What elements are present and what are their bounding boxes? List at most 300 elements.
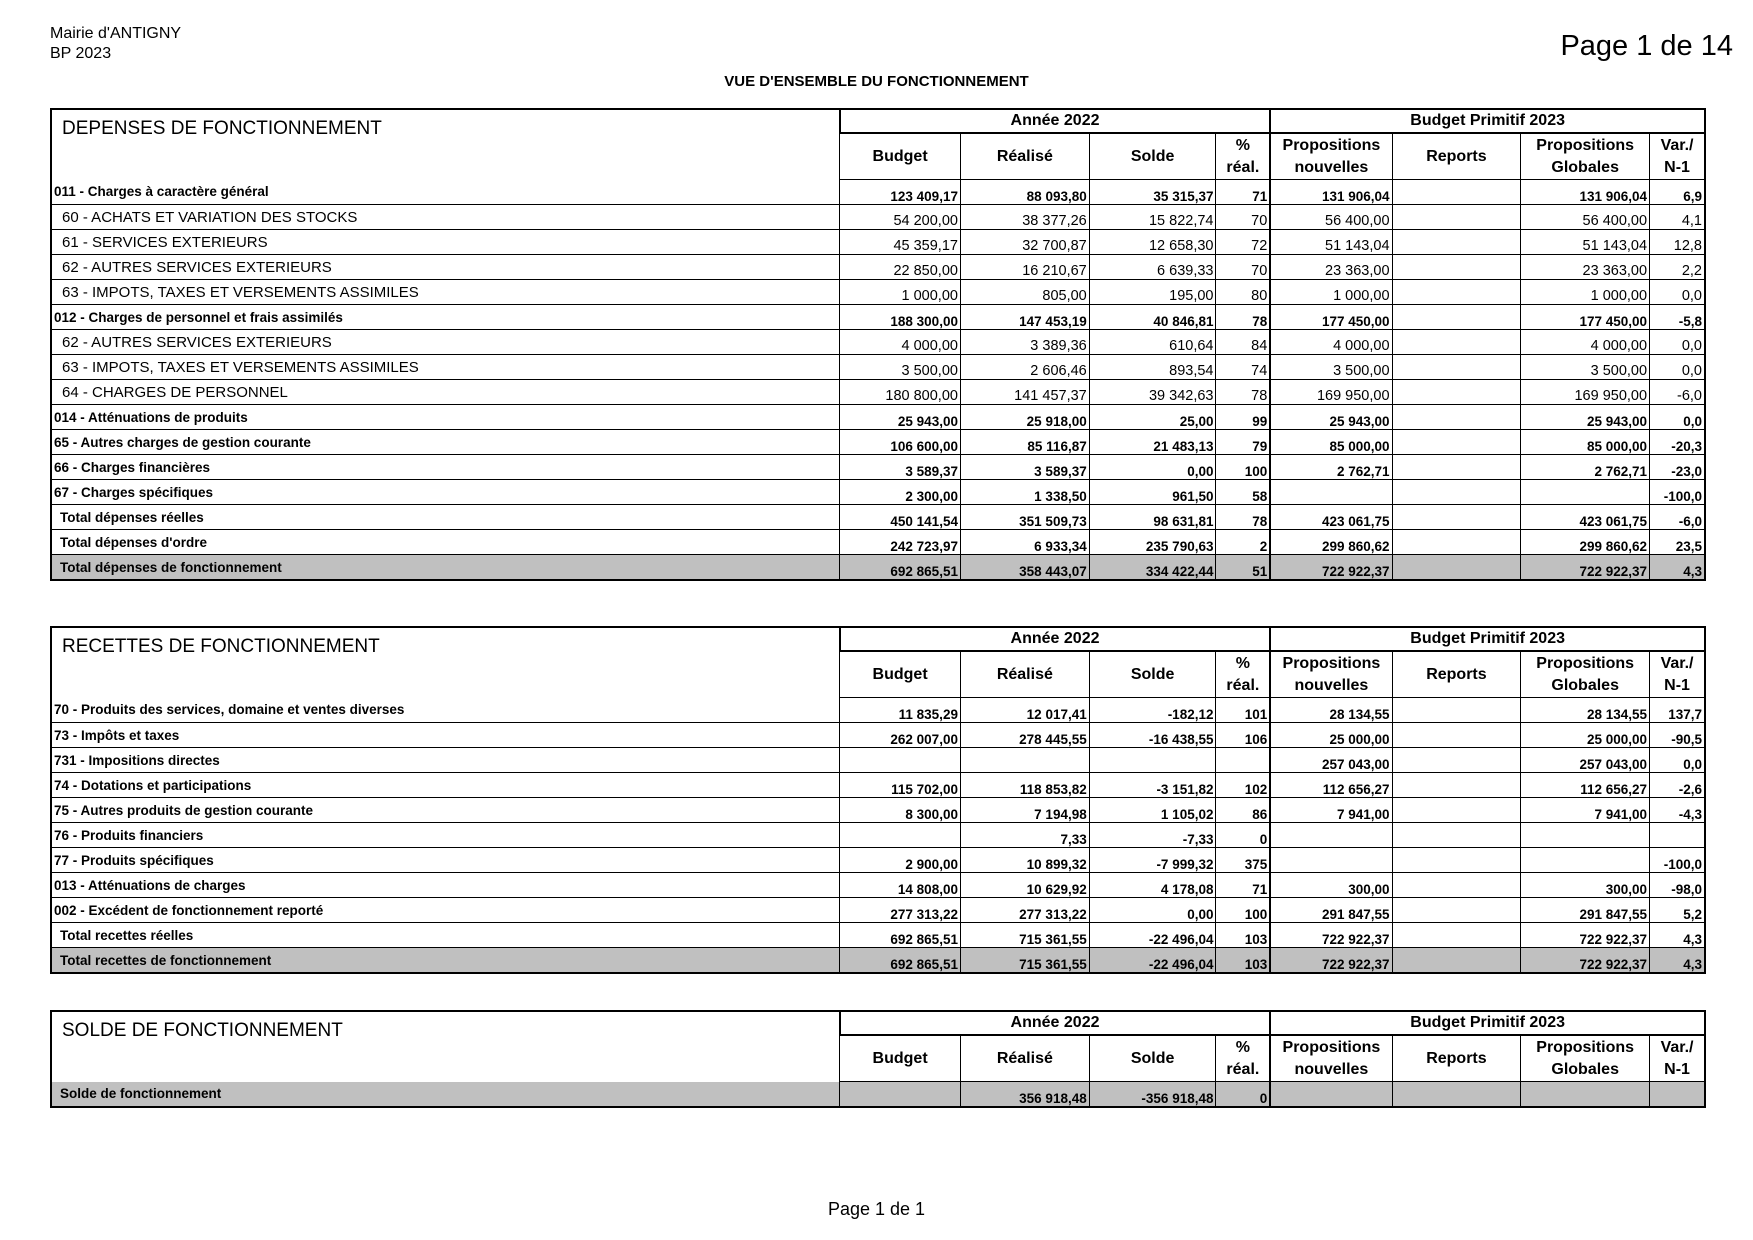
cell-reports — [1392, 455, 1521, 480]
cell-var: -20,3 — [1650, 430, 1705, 455]
cell-prop_nouv: 257 043,00 — [1270, 748, 1392, 773]
cell-prop_nouv: 300,00 — [1270, 873, 1392, 898]
cell-prop_nouv — [1270, 480, 1392, 505]
table-row — [51, 430, 1705, 455]
cell-prop_glob: 177 450,00 — [1521, 305, 1650, 330]
cell-prop_nouv: 28 134,55 — [1270, 698, 1392, 723]
cell-reports — [1392, 330, 1521, 355]
column-header-var: Var./ N-1 — [1650, 133, 1705, 180]
cell-budget: 22 850,00 — [840, 255, 961, 280]
cell-reports — [1392, 505, 1521, 530]
cell-prop_nouv: 7 941,00 — [1270, 798, 1392, 823]
table-row — [51, 255, 1705, 280]
cell-pct: 71 — [1216, 873, 1270, 898]
cell-pct: 0 — [1216, 823, 1270, 848]
section-title: RECETTES DE FONCTIONNEMENT — [51, 627, 840, 698]
page-number: Page 1 de 14 — [1560, 30, 1733, 62]
cell-prop_nouv — [1270, 848, 1392, 873]
doc-name: BP 2023 — [50, 45, 112, 62]
cell-var: -100,0 — [1650, 480, 1705, 505]
cell-solde: 4 178,08 — [1089, 873, 1216, 898]
cell-reports — [1392, 205, 1521, 230]
cell-pct: 74 — [1216, 355, 1270, 380]
cell-prop_nouv: 291 847,55 — [1270, 898, 1392, 923]
table-row — [51, 180, 1705, 205]
cell-solde: 21 483,13 — [1089, 430, 1216, 455]
table-row — [51, 873, 1705, 898]
cell-solde: 35 315,37 — [1089, 180, 1216, 205]
cell-pct: 99 — [1216, 405, 1270, 430]
cell-prop_nouv: 1 000,00 — [1270, 280, 1392, 305]
row-label: 61 - SERVICES EXTERIEURS — [51, 230, 840, 255]
cell-pct: 375 — [1216, 848, 1270, 873]
cell-pct — [1216, 748, 1270, 773]
cell-var: -5,8 — [1650, 305, 1705, 330]
row-label: 014 - Atténuations de produits — [51, 405, 840, 430]
cell-realise: 277 313,22 — [960, 898, 1089, 923]
cell-var — [1650, 823, 1705, 848]
cell-solde: 98 631,81 — [1089, 505, 1216, 530]
cell-reports — [1392, 480, 1521, 505]
cell-prop_glob — [1521, 823, 1650, 848]
cell-solde: 15 822,74 — [1089, 205, 1216, 230]
cell-reports — [1392, 255, 1521, 280]
cell-reports — [1392, 923, 1521, 948]
cell-realise: 351 509,73 — [960, 505, 1089, 530]
cell-realise: 10 629,92 — [960, 873, 1089, 898]
row-label: 75 - Autres produits de gestion courante — [51, 798, 840, 823]
row-label: 73 - Impôts et taxes — [51, 723, 840, 748]
cell-var — [1650, 1082, 1705, 1108]
cell-realise: 7 194,98 — [960, 798, 1089, 823]
cell-pct: 80 — [1216, 280, 1270, 305]
cell-prop_glob: 3 500,00 — [1521, 355, 1650, 380]
column-header-reports: Reports — [1392, 651, 1521, 698]
column-header-budget: Budget — [840, 1035, 961, 1082]
row-label: 011 - Charges à caractère général — [51, 180, 840, 205]
column-header-var: Var./ N-1 — [1650, 1035, 1705, 1082]
cell-prop_nouv: 56 400,00 — [1270, 205, 1392, 230]
cell-prop_nouv: 2 762,71 — [1270, 455, 1392, 480]
table-row — [51, 305, 1705, 330]
cell-budget: 277 313,22 — [840, 898, 961, 923]
cell-pct: 2 — [1216, 530, 1270, 555]
cell-var: 4,1 — [1650, 205, 1705, 230]
table-row — [51, 205, 1705, 230]
section-title: DEPENSES DE FONCTIONNEMENT — [51, 109, 840, 180]
cell-solde: 25,00 — [1089, 405, 1216, 430]
column-header-prop_glob: Propositions Globales — [1521, 1035, 1650, 1082]
cell-realise: 3 589,37 — [960, 455, 1089, 480]
cell-budget: 11 835,29 — [840, 698, 961, 723]
cell-pct: 101 — [1216, 698, 1270, 723]
cell-var: 5,2 — [1650, 898, 1705, 923]
cell-realise: 715 361,55 — [960, 948, 1089, 974]
cell-var: 0,0 — [1650, 748, 1705, 773]
cell-prop_nouv — [1270, 823, 1392, 848]
table-row — [51, 280, 1705, 305]
cell-var: 4,3 — [1650, 948, 1705, 974]
cell-pct: 70 — [1216, 255, 1270, 280]
column-header-realise: Réalisé — [960, 133, 1089, 180]
cell-pct: 100 — [1216, 898, 1270, 923]
table-row — [51, 698, 1705, 723]
column-header-solde: Solde — [1089, 651, 1216, 698]
column-header-realise: Réalisé — [960, 651, 1089, 698]
group-header-bp: Budget Primitif 2023 — [1270, 109, 1705, 133]
cell-prop_nouv: 722 922,37 — [1270, 555, 1392, 581]
column-header-pct: % réal. — [1216, 651, 1270, 698]
cell-prop_glob: 131 906,04 — [1521, 180, 1650, 205]
cell-reports — [1392, 873, 1521, 898]
table-row — [51, 455, 1705, 480]
cell-var: -2,6 — [1650, 773, 1705, 798]
cell-prop_nouv: 4 000,00 — [1270, 330, 1392, 355]
cell-reports — [1392, 1082, 1521, 1108]
cell-prop_glob: 51 143,04 — [1521, 230, 1650, 255]
column-header-realise: Réalisé — [960, 1035, 1089, 1082]
cell-solde: -16 438,55 — [1089, 723, 1216, 748]
cell-budget: 45 359,17 — [840, 230, 961, 255]
cell-prop_glob: 257 043,00 — [1521, 748, 1650, 773]
cell-prop_nouv: 23 363,00 — [1270, 255, 1392, 280]
row-label: 77 - Produits spécifiques — [51, 848, 840, 873]
cell-solde — [1089, 748, 1216, 773]
cell-reports — [1392, 280, 1521, 305]
cell-reports — [1392, 530, 1521, 555]
cell-realise: 16 210,67 — [960, 255, 1089, 280]
cell-prop_nouv: 25 943,00 — [1270, 405, 1392, 430]
cell-prop_nouv: 85 000,00 — [1270, 430, 1392, 455]
cell-var: -100,0 — [1650, 848, 1705, 873]
cell-budget: 2 900,00 — [840, 848, 961, 873]
table-row — [51, 330, 1705, 355]
table-row — [51, 480, 1705, 505]
cell-realise: 7,33 — [960, 823, 1089, 848]
cell-realise: 278 445,55 — [960, 723, 1089, 748]
table-row — [51, 355, 1705, 380]
cell-solde: -7 999,32 — [1089, 848, 1216, 873]
cell-reports — [1392, 180, 1521, 205]
section-title: SOLDE DE FONCTIONNEMENT — [51, 1011, 840, 1082]
table-row — [51, 505, 1705, 530]
cell-budget: 54 200,00 — [840, 205, 961, 230]
recettes-table — [50, 626, 1706, 974]
cell-realise: 805,00 — [960, 280, 1089, 305]
column-header-pct: % réal. — [1216, 133, 1270, 180]
cell-var: 4,3 — [1650, 555, 1705, 581]
column-header-solde: Solde — [1089, 1035, 1216, 1082]
row-label: 012 - Charges de personnel et frais assimilés — [51, 305, 840, 330]
cell-pct: 72 — [1216, 230, 1270, 255]
cell-prop_nouv: 423 061,75 — [1270, 505, 1392, 530]
table-row — [51, 530, 1705, 555]
cell-reports — [1392, 355, 1521, 380]
cell-budget — [840, 1082, 961, 1108]
row-label: 70 - Produits des services, domaine et ventes diverses — [51, 698, 840, 723]
cell-solde: -22 496,04 — [1089, 948, 1216, 974]
row-label: 76 - Produits financiers — [51, 823, 840, 848]
row-label: Total dépenses de fonctionnement — [51, 555, 840, 581]
cell-budget: 14 808,00 — [840, 873, 961, 898]
cell-pct: 51 — [1216, 555, 1270, 581]
cell-realise: 38 377,26 — [960, 205, 1089, 230]
cell-realise: 25 918,00 — [960, 405, 1089, 430]
group-header-year: Année 2022 — [840, 1011, 1271, 1035]
row-label: 63 - IMPOTS, TAXES ET VERSEMENTS ASSIMILES — [51, 355, 840, 380]
cell-pct: 84 — [1216, 330, 1270, 355]
group-header-bp: Budget Primitif 2023 — [1270, 1011, 1705, 1035]
cell-var: -90,5 — [1650, 723, 1705, 748]
cell-prop_glob: 7 941,00 — [1521, 798, 1650, 823]
cell-var: -4,3 — [1650, 798, 1705, 823]
document-title: VUE D'ENSEMBLE DU FONCTIONNEMENT — [724, 73, 1029, 90]
table-row — [51, 230, 1705, 255]
table-row — [51, 823, 1705, 848]
cell-reports — [1392, 698, 1521, 723]
cell-prop_glob: 169 950,00 — [1521, 380, 1650, 405]
cell-var: 12,8 — [1650, 230, 1705, 255]
cell-solde: -182,12 — [1089, 698, 1216, 723]
cell-budget: 180 800,00 — [840, 380, 961, 405]
cell-realise: 147 453,19 — [960, 305, 1089, 330]
cell-budget: 2 300,00 — [840, 480, 961, 505]
row-label: Total recettes de fonctionnement — [51, 948, 840, 974]
cell-var: 4,3 — [1650, 923, 1705, 948]
cell-prop_nouv: 112 656,27 — [1270, 773, 1392, 798]
table-row — [51, 923, 1705, 948]
cell-prop_glob: 23 363,00 — [1521, 255, 1650, 280]
cell-prop_glob: 25 943,00 — [1521, 405, 1650, 430]
column-header-reports: Reports — [1392, 133, 1521, 180]
cell-reports — [1392, 405, 1521, 430]
cell-prop_glob — [1521, 480, 1650, 505]
table-row — [51, 848, 1705, 873]
cell-pct: 0 — [1216, 1082, 1270, 1108]
cell-pct: 78 — [1216, 305, 1270, 330]
cell-solde: 893,54 — [1089, 355, 1216, 380]
cell-prop_glob: 291 847,55 — [1521, 898, 1650, 923]
row-label: 64 - CHARGES DE PERSONNEL — [51, 380, 840, 405]
column-header-reports: Reports — [1392, 1035, 1521, 1082]
cell-pct: 106 — [1216, 723, 1270, 748]
cell-reports — [1392, 798, 1521, 823]
cell-reports — [1392, 555, 1521, 581]
cell-budget: 106 600,00 — [840, 430, 961, 455]
cell-solde: -7,33 — [1089, 823, 1216, 848]
column-header-pct: % réal. — [1216, 1035, 1270, 1082]
cell-prop_glob — [1521, 1082, 1650, 1108]
cell-var: 6,9 — [1650, 180, 1705, 205]
table-row — [51, 798, 1705, 823]
cell-budget: 450 141,54 — [840, 505, 961, 530]
row-label: Total dépenses réelles — [51, 505, 840, 530]
cell-var: 0,0 — [1650, 330, 1705, 355]
cell-pct: 71 — [1216, 180, 1270, 205]
cell-prop_nouv: 3 500,00 — [1270, 355, 1392, 380]
cell-reports — [1392, 848, 1521, 873]
cell-reports — [1392, 773, 1521, 798]
cell-prop_glob: 112 656,27 — [1521, 773, 1650, 798]
row-label: 002 - Excédent de fonctionnement reporté — [51, 898, 840, 923]
cell-budget: 3 500,00 — [840, 355, 961, 380]
cell-pct: 58 — [1216, 480, 1270, 505]
cell-budget: 242 723,97 — [840, 530, 961, 555]
table-row — [51, 1082, 1705, 1108]
cell-budget: 3 589,37 — [840, 455, 961, 480]
column-header-prop_glob: Propositions Globales — [1521, 651, 1650, 698]
cell-var: -98,0 — [1650, 873, 1705, 898]
table-row — [51, 773, 1705, 798]
group-header-year: Année 2022 — [840, 627, 1271, 651]
cell-realise: 356 918,48 — [960, 1082, 1089, 1108]
cell-prop_nouv: 131 906,04 — [1270, 180, 1392, 205]
table-row — [51, 380, 1705, 405]
footer-page-number: Page 1 de 1 — [827, 1199, 926, 1219]
column-header-budget: Budget — [840, 651, 961, 698]
table-row — [51, 948, 1705, 974]
cell-realise: 715 361,55 — [960, 923, 1089, 948]
cell-solde: 0,00 — [1089, 455, 1216, 480]
cell-var: 2,2 — [1650, 255, 1705, 280]
table-row — [51, 723, 1705, 748]
cell-budget — [840, 823, 961, 848]
cell-var: 0,0 — [1650, 355, 1705, 380]
cell-realise: 358 443,07 — [960, 555, 1089, 581]
column-header-prop_nouv: Propositions nouvelles — [1270, 651, 1392, 698]
cell-reports — [1392, 948, 1521, 974]
row-label: Total recettes réelles — [51, 923, 840, 948]
cell-prop_glob: 300,00 — [1521, 873, 1650, 898]
cell-solde: 610,64 — [1089, 330, 1216, 355]
row-label: 731 - Impositions directes — [51, 748, 840, 773]
cell-prop_glob: 2 762,71 — [1521, 455, 1650, 480]
org-name: Mairie d'ANTIGNY — [50, 25, 182, 42]
cell-prop_nouv: 51 143,04 — [1270, 230, 1392, 255]
cell-reports — [1392, 230, 1521, 255]
cell-prop_nouv: 25 000,00 — [1270, 723, 1392, 748]
group-header-year: Année 2022 — [840, 109, 1271, 133]
column-header-prop_glob: Propositions Globales — [1521, 133, 1650, 180]
cell-solde: 961,50 — [1089, 480, 1216, 505]
cell-prop_glob: 722 922,37 — [1521, 948, 1650, 974]
cell-realise: 88 093,80 — [960, 180, 1089, 205]
cell-budget: 188 300,00 — [840, 305, 961, 330]
row-label: 67 - Charges spécifiques — [51, 480, 840, 505]
cell-solde: 334 422,44 — [1089, 555, 1216, 581]
cell-budget: 123 409,17 — [840, 180, 961, 205]
cell-var: -6,0 — [1650, 505, 1705, 530]
cell-budget: 692 865,51 — [840, 555, 961, 581]
cell-reports — [1392, 305, 1521, 330]
cell-solde: 235 790,63 — [1089, 530, 1216, 555]
cell-pct: 103 — [1216, 923, 1270, 948]
row-label: 62 - AUTRES SERVICES EXTERIEURS — [51, 330, 840, 355]
cell-realise: 32 700,87 — [960, 230, 1089, 255]
cell-budget — [840, 748, 961, 773]
column-header-budget: Budget — [840, 133, 961, 180]
header-org-block — [50, 24, 181, 64]
cell-realise: 118 853,82 — [960, 773, 1089, 798]
cell-prop_glob: 28 134,55 — [1521, 698, 1650, 723]
cell-solde: 1 105,02 — [1089, 798, 1216, 823]
column-header-var: Var./ N-1 — [1650, 651, 1705, 698]
cell-prop_glob: 722 922,37 — [1521, 923, 1650, 948]
cell-prop_glob — [1521, 848, 1650, 873]
cell-prop_glob: 25 000,00 — [1521, 723, 1650, 748]
cell-realise: 3 389,36 — [960, 330, 1089, 355]
cell-reports — [1392, 748, 1521, 773]
cell-solde: 40 846,81 — [1089, 305, 1216, 330]
cell-reports — [1392, 430, 1521, 455]
cell-realise: 141 457,37 — [960, 380, 1089, 405]
cell-budget: 25 943,00 — [840, 405, 961, 430]
depenses-table — [50, 108, 1706, 581]
table-row — [51, 555, 1705, 581]
cell-solde: -3 151,82 — [1089, 773, 1216, 798]
table-row — [51, 405, 1705, 430]
solde-table — [50, 1010, 1706, 1108]
cell-pct: 70 — [1216, 205, 1270, 230]
cell-solde: 6 639,33 — [1089, 255, 1216, 280]
row-label: 66 - Charges financières — [51, 455, 840, 480]
cell-prop_glob: 85 000,00 — [1521, 430, 1650, 455]
table-row — [51, 748, 1705, 773]
cell-budget: 8 300,00 — [840, 798, 961, 823]
cell-pct: 100 — [1216, 455, 1270, 480]
cell-var: 0,0 — [1650, 405, 1705, 430]
cell-budget: 262 007,00 — [840, 723, 961, 748]
cell-solde: 39 342,63 — [1089, 380, 1216, 405]
cell-prop_nouv: 722 922,37 — [1270, 923, 1392, 948]
cell-prop_nouv: 722 922,37 — [1270, 948, 1392, 974]
column-header-prop_nouv: Propositions nouvelles — [1270, 1035, 1392, 1082]
row-label: Solde de fonctionnement — [51, 1082, 840, 1108]
cell-solde: -22 496,04 — [1089, 923, 1216, 948]
row-label: 63 - IMPOTS, TAXES ET VERSEMENTS ASSIMILES — [51, 280, 840, 305]
cell-realise: 1 338,50 — [960, 480, 1089, 505]
table-row — [51, 898, 1705, 923]
row-label: 60 - ACHATS ET VARIATION DES STOCKS — [51, 205, 840, 230]
cell-var: 0,0 — [1650, 280, 1705, 305]
cell-prop_glob: 299 860,62 — [1521, 530, 1650, 555]
cell-reports — [1392, 898, 1521, 923]
cell-solde: 0,00 — [1089, 898, 1216, 923]
cell-pct: 86 — [1216, 798, 1270, 823]
cell-budget: 692 865,51 — [840, 923, 961, 948]
cell-realise — [960, 748, 1089, 773]
cell-pct: 78 — [1216, 505, 1270, 530]
row-label: 013 - Atténuations de charges — [51, 873, 840, 898]
cell-pct: 103 — [1216, 948, 1270, 974]
cell-solde: 195,00 — [1089, 280, 1216, 305]
cell-realise: 2 606,46 — [960, 355, 1089, 380]
column-header-prop_nouv: Propositions nouvelles — [1270, 133, 1392, 180]
cell-pct: 102 — [1216, 773, 1270, 798]
cell-prop_glob: 722 922,37 — [1521, 555, 1650, 581]
cell-solde: 12 658,30 — [1089, 230, 1216, 255]
cell-realise: 6 933,34 — [960, 530, 1089, 555]
cell-prop_nouv: 299 860,62 — [1270, 530, 1392, 555]
cell-prop_glob: 4 000,00 — [1521, 330, 1650, 355]
cell-var: -23,0 — [1650, 455, 1705, 480]
cell-pct: 78 — [1216, 380, 1270, 405]
group-header-bp: Budget Primitif 2023 — [1270, 627, 1705, 651]
cell-budget: 1 000,00 — [840, 280, 961, 305]
row-label: 62 - AUTRES SERVICES EXTERIEURS — [51, 255, 840, 280]
column-header-solde: Solde — [1089, 133, 1216, 180]
cell-var: 137,7 — [1650, 698, 1705, 723]
